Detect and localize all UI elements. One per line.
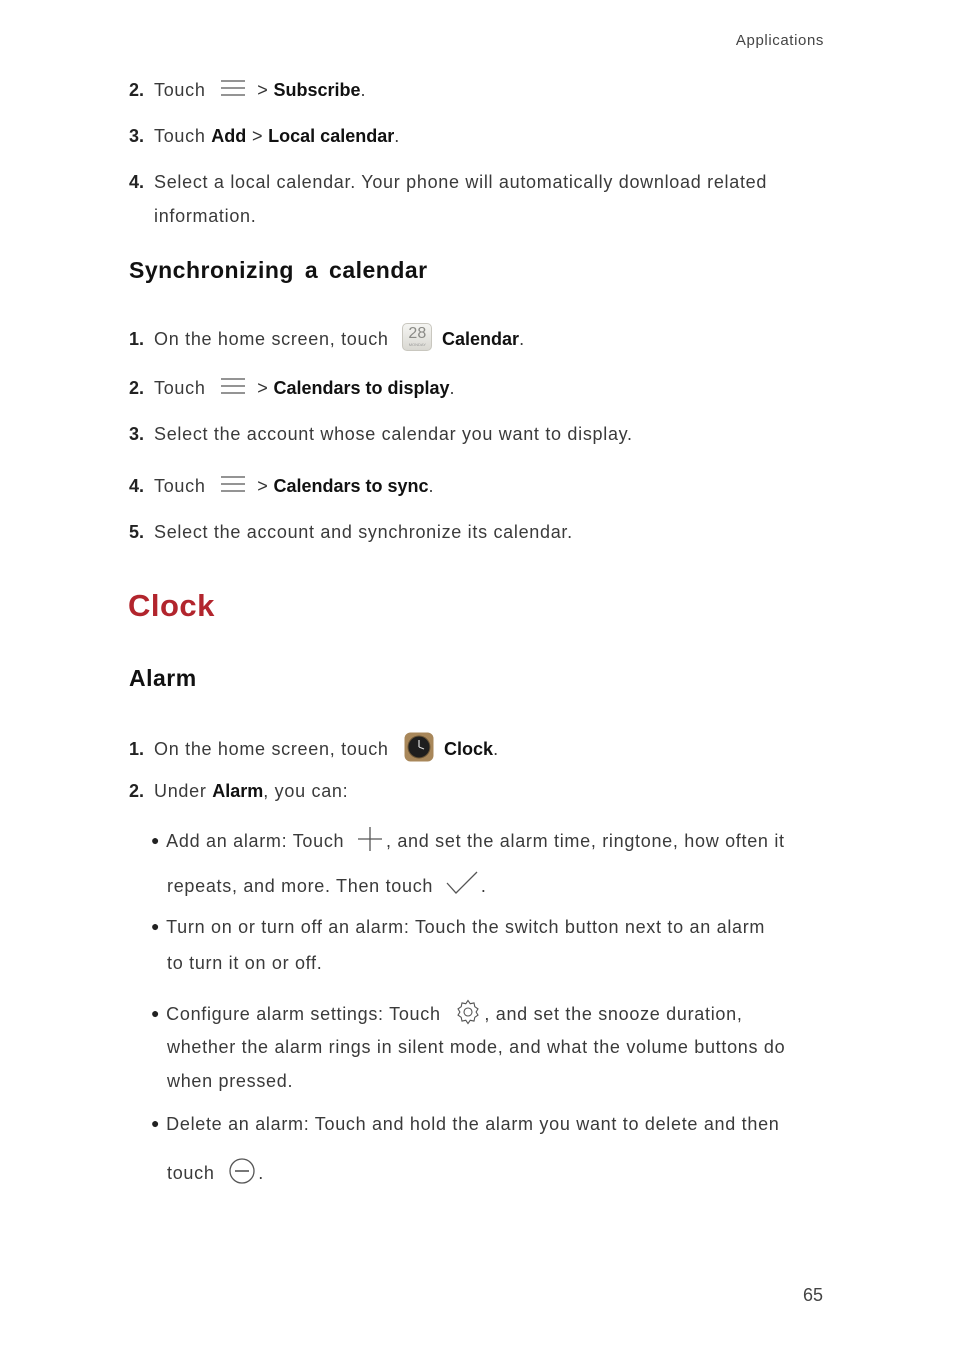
- page-header: Applications: [735, 32, 824, 49]
- step-number: 4.: [129, 172, 145, 192]
- step-number: 5.: [129, 522, 145, 542]
- section-heading: Alarm: [129, 665, 197, 691]
- remove-circle-icon: [228, 1157, 256, 1185]
- menu-icon: [219, 375, 247, 397]
- sync-step-4: [129, 476, 434, 498]
- punctuation: .: [360, 80, 367, 100]
- bullet-continuation: when pressed.: [167, 1071, 294, 1091]
- ui-target: Clock: [444, 738, 494, 759]
- ui-target: Alarm: [212, 781, 264, 801]
- ui-target: Local calendar: [268, 126, 395, 146]
- sync-step-5: [129, 522, 573, 543]
- punctuation: .: [449, 378, 456, 398]
- step-number: 3.: [129, 126, 145, 146]
- chapter-title: Clock: [128, 588, 215, 623]
- bullet-delete-alarm: [151, 1114, 780, 1135]
- step-number: 4.: [129, 476, 145, 496]
- calendar-icon-day: 28: [408, 325, 427, 342]
- ui-target: Calendars to sync: [273, 476, 429, 496]
- bullet-add-alarm: [151, 828, 785, 856]
- menu-icon: [219, 77, 247, 99]
- bullet-dot: ●: [151, 918, 161, 934]
- gear-icon: [454, 998, 482, 1026]
- clock-app-icon: [404, 732, 434, 762]
- bullet-continuation: whether the alarm rings in silent mode, and what the volume buttons do: [167, 1037, 786, 1057]
- separator: >: [257, 80, 268, 100]
- bullet-text: Add an alarm: Touch: [166, 830, 345, 851]
- step-text: On the home screen, touch: [154, 738, 389, 759]
- sync-step-2: [129, 378, 455, 400]
- bullet-text: Configure alarm settings: Touch: [166, 1003, 441, 1024]
- step-number: 1.: [129, 328, 145, 349]
- step-subscribe: [129, 80, 366, 102]
- step-text: Touch: [154, 80, 206, 100]
- calendar-icon-weekday: MONDAY: [408, 342, 426, 347]
- step-text: Select the account whose calendar you want to display.: [154, 424, 633, 444]
- punctuation: .: [519, 328, 525, 349]
- step-text: , you can:: [263, 781, 349, 801]
- punctuation: .: [428, 476, 435, 496]
- bullet-text: repeats, and more. Then touch: [167, 875, 434, 896]
- sync-step-3: [129, 424, 633, 445]
- step-number: 2.: [129, 781, 145, 801]
- bullet-continuation: [167, 1160, 264, 1188]
- bullet-dot: ●: [151, 1115, 161, 1131]
- step-number: 2.: [129, 80, 145, 100]
- step-text: Touch: [154, 476, 206, 496]
- menu-icon: [219, 473, 247, 495]
- punctuation: .: [480, 875, 487, 896]
- alarm-step-1: [129, 735, 499, 765]
- separator: >: [257, 378, 268, 398]
- page-number: 65: [802, 1285, 823, 1305]
- step-text: Under: [154, 781, 207, 801]
- step-text: Touch: [154, 126, 206, 146]
- step-number: 2.: [129, 378, 145, 398]
- calendar-app-icon: [402, 323, 432, 351]
- step-text: Select the account and synchronize its calendar.: [154, 522, 573, 542]
- alarm-step-2: [129, 781, 348, 802]
- bullet-toggle-alarm: [151, 917, 765, 938]
- ui-target: Add: [211, 126, 247, 146]
- sync-step-1: [129, 326, 525, 354]
- separator: >: [257, 476, 268, 496]
- bullet-alarm-settings: [151, 1001, 743, 1029]
- bullet-continuation: [167, 874, 487, 900]
- step-text: Select a local calendar. Your phone will automatically download related: [154, 172, 768, 192]
- punctuation: .: [394, 126, 400, 146]
- punctuation: .: [493, 738, 499, 759]
- ui-target: Subscribe: [273, 80, 361, 100]
- bullet-dot: ●: [151, 1004, 161, 1021]
- section-heading: Synchronizing a calendar: [129, 257, 428, 283]
- bullet-continuation: to turn it on or off.: [167, 953, 323, 973]
- step-text: On the home screen, touch: [154, 328, 389, 349]
- bullet-dot: ●: [151, 831, 161, 848]
- bullet-text: Turn on or turn off an alarm: Touch the switch button next to an alarm: [166, 917, 766, 937]
- ui-target: Calendar: [442, 328, 520, 349]
- bullet-text: , and set the alarm time, ringtone, how often it: [385, 830, 785, 851]
- bullet-text: , and set the snooze duration,: [484, 1003, 743, 1024]
- step-add-local: [129, 126, 400, 147]
- punctuation: .: [258, 1162, 264, 1183]
- bullet-text: touch: [167, 1162, 215, 1183]
- step-continuation: information.: [154, 206, 257, 226]
- step-text: Touch: [154, 378, 206, 398]
- checkmark-icon: [445, 870, 479, 896]
- step-number: 1.: [129, 738, 145, 759]
- step-select-local: [129, 172, 767, 193]
- separator: >: [251, 126, 263, 146]
- step-number: 3.: [129, 424, 145, 444]
- bullet-text: Delete an alarm: Touch and hold the alarm you want to delete and then: [166, 1114, 780, 1134]
- plus-icon: [356, 825, 384, 853]
- ui-target: Calendars to display: [273, 378, 450, 398]
